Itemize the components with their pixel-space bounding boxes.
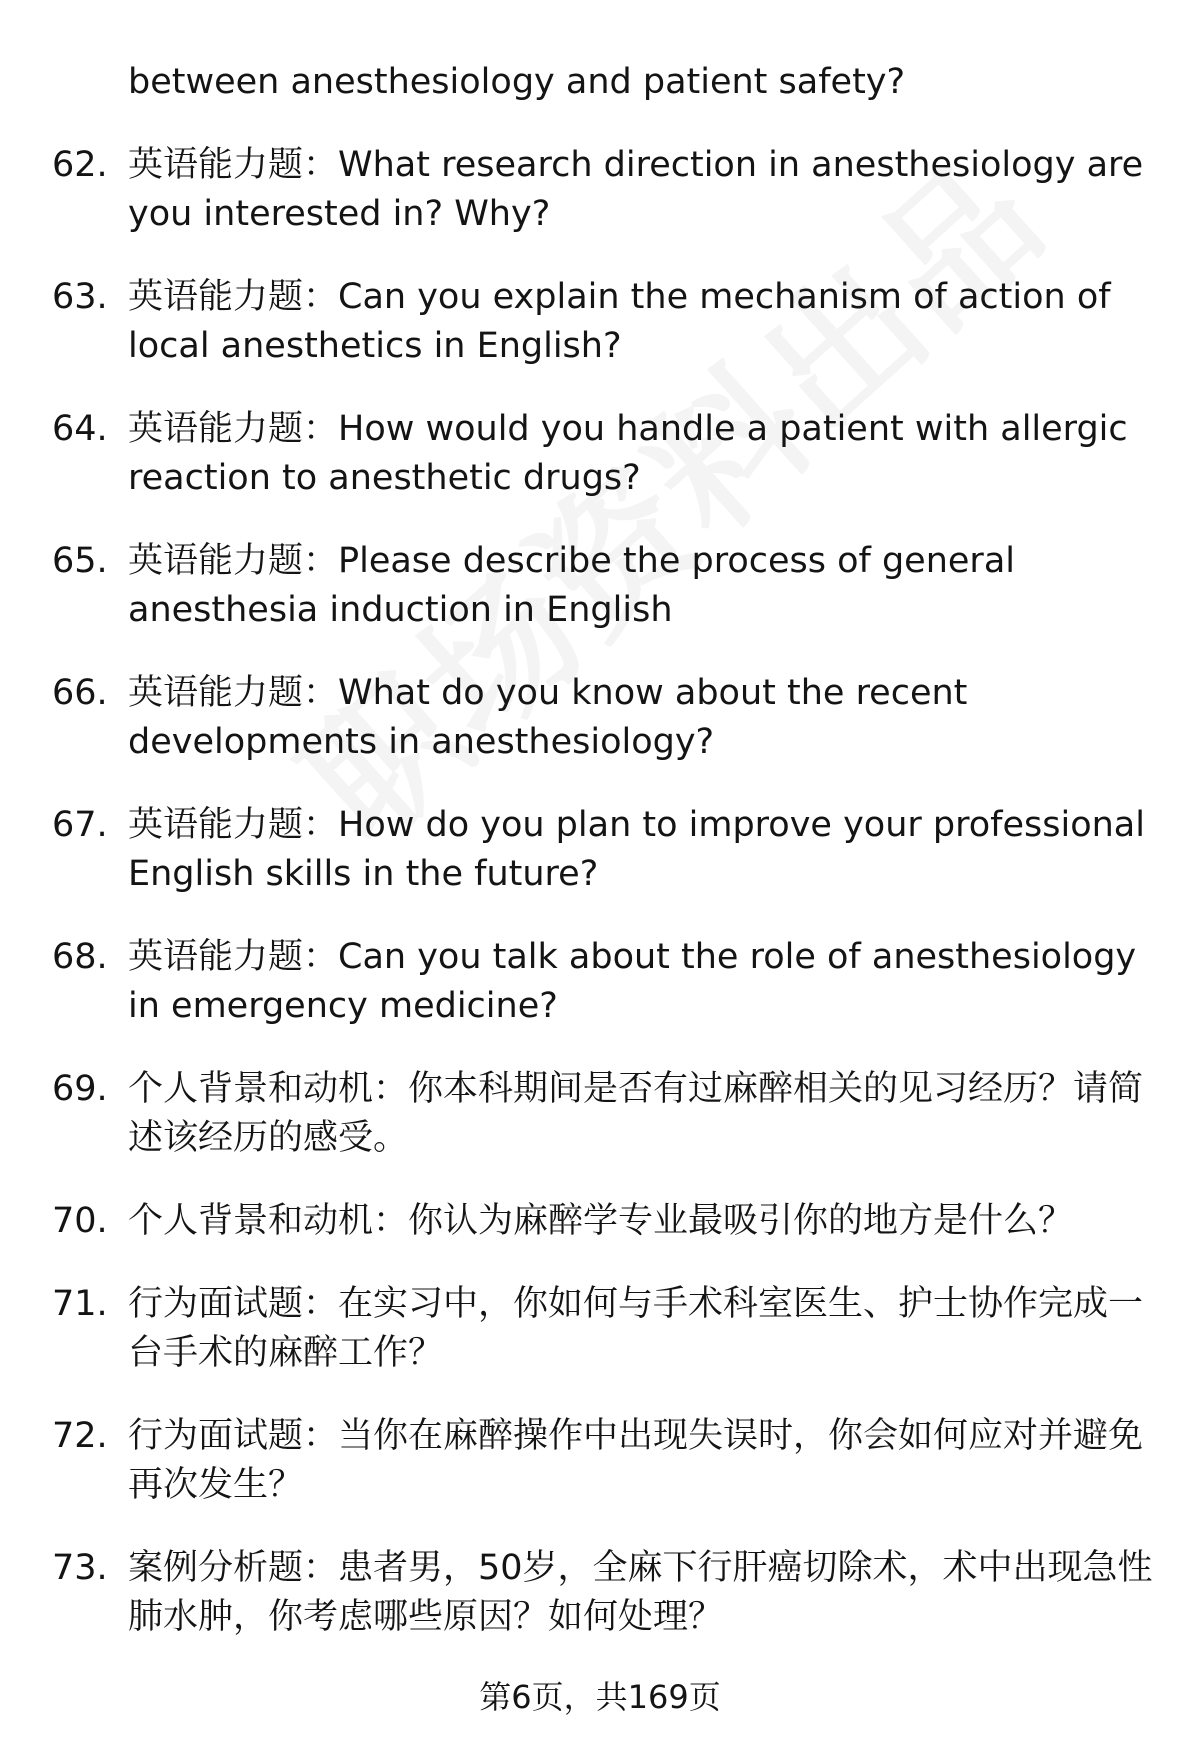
question-number: 68. [52, 937, 108, 977]
question-text: 行为面试题：在实习中，你如何与手术科室医生、护士协作完成一台手术的麻醉工作？ [128, 1284, 1144, 1373]
question-number: 71. [52, 1284, 108, 1324]
question-item [0, 537, 1158, 635]
question-text: 英语能力题：How would you handle a patient with allergic reaction to anesthetic drugs? [128, 409, 1128, 498]
question-number: 63. [52, 277, 108, 317]
question-item [0, 1412, 1158, 1510]
question-text: 个人背景和动机：你本科期间是否有过麻醉相关的见习经历？请简述该经历的感受。 [128, 1069, 1144, 1158]
question-text: 个人背景和动机：你认为麻醉学专业最吸引你的地方是什么？ [128, 1201, 1074, 1241]
question-text: 英语能力题：How do you plan to improve your professional English skills in the future? [128, 805, 1145, 894]
question-item [0, 405, 1158, 503]
question-item [0, 1544, 1158, 1642]
page-number-footer: 第6页，共169页 [479, 1678, 721, 1716]
question-number: 73. [52, 1548, 108, 1588]
question-number: 67. [52, 805, 108, 845]
question-number: 65. [52, 541, 108, 581]
question-text: 英语能力题：Can you talk about the role of anesthesiology in emergency medicine? [128, 937, 1137, 1026]
question-item [0, 669, 1158, 767]
question-list [0, 141, 1200, 1676]
question-text: 英语能力题：Can you explain the mechanism of action of local anesthetics in English? [128, 277, 1111, 366]
question-item [0, 1197, 1158, 1246]
question-item [0, 1065, 1158, 1163]
question-text: 案例分析题：患者男，50岁，全麻下行肝癌切除术，术中出现急性肺水肿，你考虑哪些原因？如何处理？ [128, 1548, 1153, 1637]
question-text: 行为面试题：当你在麻醉操作中出现失误时，你会如何应对并避免再次发生？ [128, 1416, 1144, 1505]
question-number: 66. [52, 673, 108, 713]
continued-question-text: between anesthesiology and patient safety? [128, 62, 906, 102]
question-number: 72. [52, 1416, 108, 1456]
question-item [0, 801, 1158, 899]
question-number: 70. [52, 1201, 108, 1241]
question-text: 英语能力题：What do you know about the recent developments in anesthesiology? [128, 673, 968, 762]
question-item [0, 273, 1158, 371]
question-text: 英语能力题：Please describe the process of general anesthesia induction in English [128, 541, 1015, 630]
question-number: 64. [52, 409, 108, 449]
question-item [0, 933, 1158, 1031]
question-item [0, 141, 1158, 239]
question-number: 62. [52, 145, 108, 185]
question-item [0, 1280, 1158, 1378]
question-text: 英语能力题：What research direction in anesthesiology are you interested in? Why? [128, 145, 1144, 234]
question-number: 69. [52, 1069, 108, 1109]
